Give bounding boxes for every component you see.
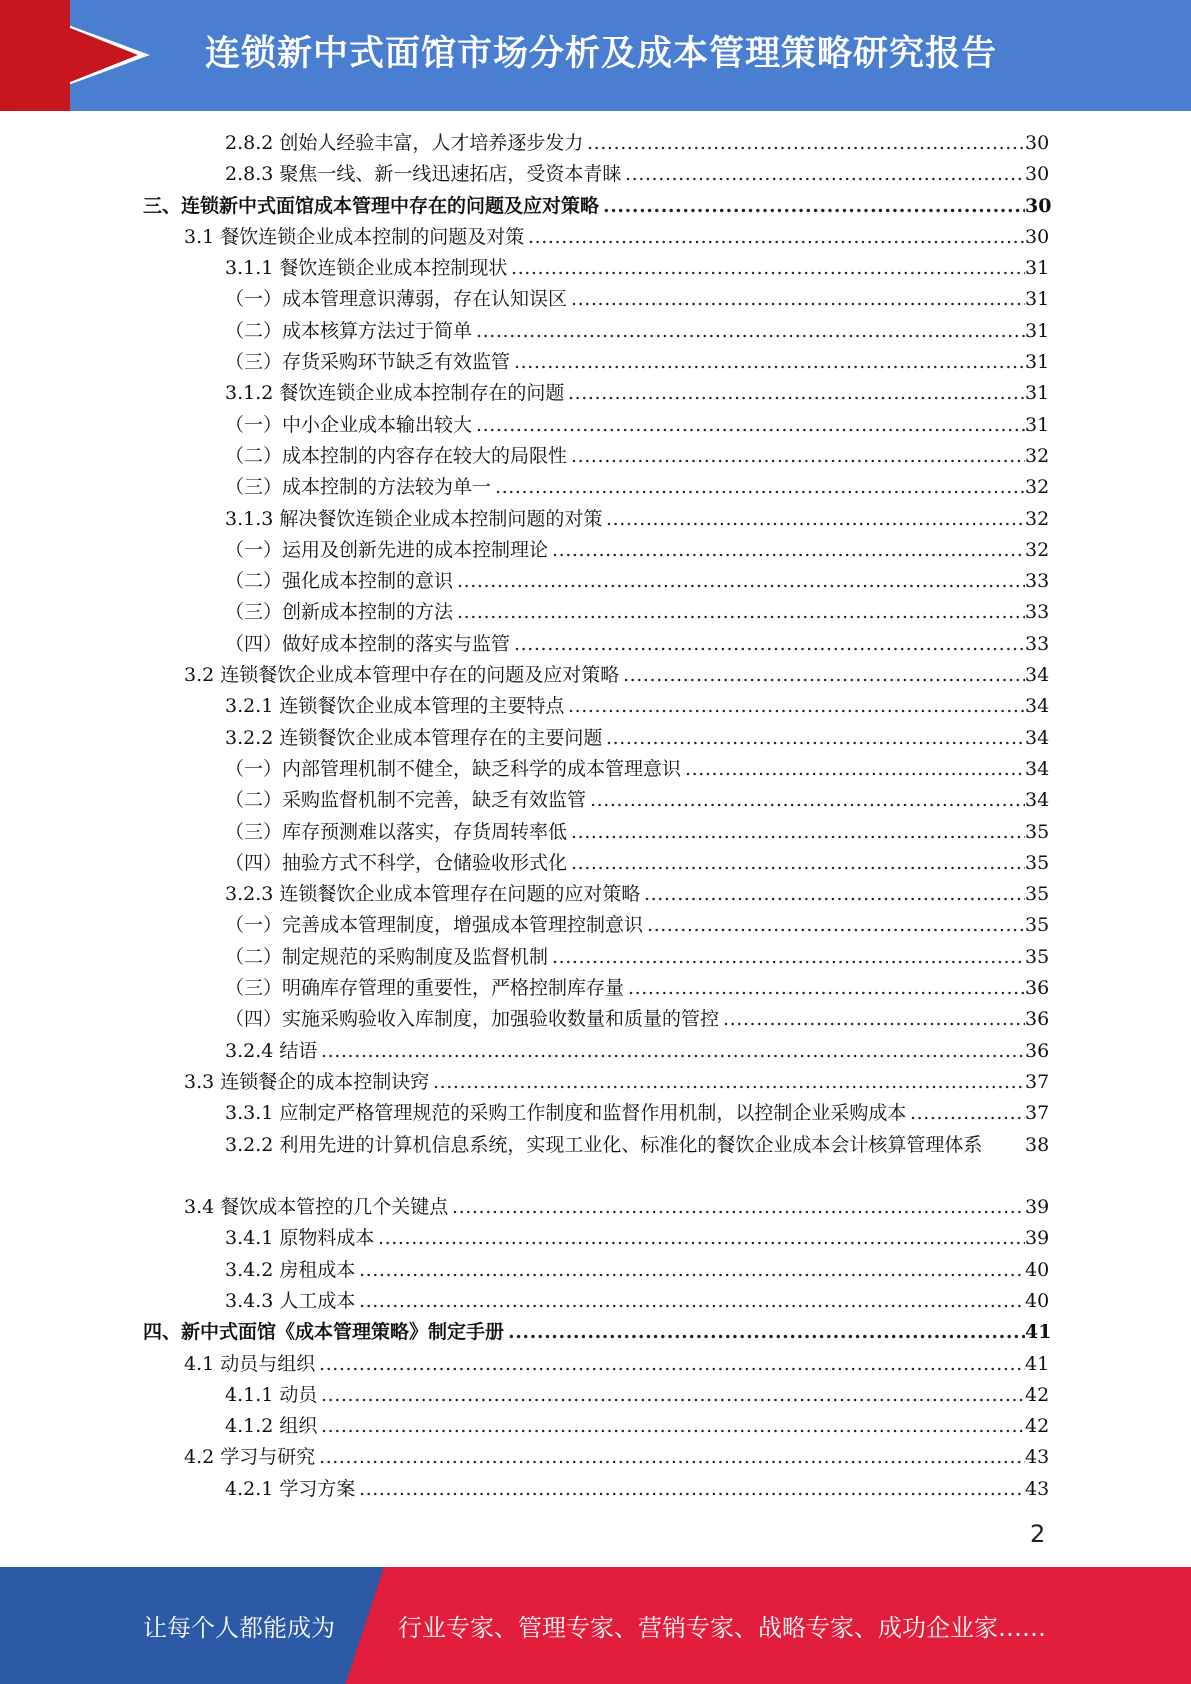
toc-entry[interactable] <box>0 1004 1191 1035</box>
toc-entry-page: 40 <box>1025 1258 1050 1281</box>
toc-entry[interactable] <box>0 378 1191 409</box>
toc-entry-page: 30 <box>1025 194 1052 217</box>
toc-entry[interactable] <box>0 441 1191 472</box>
toc-entry[interactable] <box>0 1130 1191 1193</box>
toc-leader-dots <box>910 1098 1025 1129</box>
toc-entry-page: 32 <box>1025 476 1050 499</box>
toc-entry-title: 3.2.1 连锁餐饮企业成本管理的主要特点 <box>225 695 565 718</box>
toc-entry-title: （一）内部管理机制不健全，缺乏科学的成本管理意识 <box>225 757 682 780</box>
toc-entry-page: 33 <box>1025 601 1050 624</box>
toc-entry-page: 30 <box>1025 163 1050 186</box>
toc-entry[interactable] <box>0 128 1191 159</box>
toc-entry[interactable] <box>0 253 1191 284</box>
toc-entry-page: 31 <box>1025 319 1050 342</box>
toc-leader-dots <box>378 1223 1025 1254</box>
toc-leader-dots <box>508 1317 1025 1348</box>
toc-entry-page: 30 <box>1025 225 1050 248</box>
toc-entry-page: 41 <box>1025 1352 1050 1375</box>
toc-entry-page: 31 <box>1025 382 1050 405</box>
toc-entry-title: 3.2.4 结语 <box>225 1039 318 1062</box>
toc-entry[interactable] <box>0 910 1191 941</box>
toc-entry-title: 4.2 学习与研究 <box>184 1446 316 1469</box>
toc-entry-title: （四）实施采购验收入库制度，加强验收数量和质量的管控 <box>225 1008 720 1031</box>
toc-leader-dots <box>452 1192 1025 1223</box>
toc-entry-title: （三）明确库存管理的重要性，严格控制库存量 <box>225 977 625 1000</box>
toc-entry[interactable] <box>0 410 1191 441</box>
toc-entry-title: 4.2.1 学习方案 <box>225 1477 356 1500</box>
toc-entry-title: （二）成本控制的内容存在较大的局限性 <box>225 444 568 467</box>
toc-entry-page: 34 <box>1025 695 1050 718</box>
toc-leader-dots <box>644 879 1025 910</box>
toc-leader-dots <box>321 1411 1025 1442</box>
toc-entry[interactable] <box>0 1036 1191 1067</box>
toc-entry-title: 4.1 动员与组织 <box>184 1352 316 1375</box>
toc-entry-page: 39 <box>1025 1196 1050 1219</box>
page-footer <box>0 1567 1191 1684</box>
toc-entry[interactable] <box>0 1317 1191 1348</box>
toc-entry-title: 3.3 连锁餐企的成本控制诀窍 <box>184 1070 430 1093</box>
toc-entry-title: 3.2.2 利用先进的计算机信息系统，实现工业化、标准化的餐饮企业成本会计核算管理体系 <box>225 1133 983 1156</box>
toc-entry-page: 36 <box>1025 1039 1050 1062</box>
toc-entry-title: 3.4.3 人工成本 <box>225 1289 356 1312</box>
toc-leader-dots <box>321 1036 1025 1067</box>
toc-entry-page: 43 <box>1025 1446 1050 1469</box>
toc-entry[interactable] <box>0 1349 1191 1380</box>
toc-leader-dots <box>571 284 1025 315</box>
toc-entry-page: 32 <box>1025 444 1050 467</box>
toc-entry-title: （一）完善成本管理制度，增强成本管理控制意识 <box>225 914 644 937</box>
toc-entry-page: 32 <box>1025 538 1050 561</box>
toc-leader-dots <box>528 222 1025 253</box>
toc-leader-dots <box>568 691 1025 722</box>
toc-entry[interactable] <box>0 1411 1191 1442</box>
toc-entry-page: 38 <box>1025 1133 1050 1156</box>
toc-entry[interactable] <box>0 284 1191 315</box>
toc-entry[interactable] <box>0 817 1191 848</box>
toc-entry-title: 2.8.2 创始人经验丰富，人才培养逐步发力 <box>225 132 584 154</box>
toc-entry-title: 3.4.2 房租成本 <box>225 1258 356 1281</box>
toc-leader-dots <box>359 1286 1025 1317</box>
toc-leader-dots <box>319 1349 1025 1380</box>
toc-entry-page: 42 <box>1025 1415 1050 1438</box>
toc-entry-title: （三）创新成本控制的方法 <box>225 601 454 624</box>
toc-entry-page: 35 <box>1025 820 1050 843</box>
toc-leader-dots <box>647 910 1025 941</box>
toc-entry[interactable] <box>0 597 1191 628</box>
toc-entry-page: 42 <box>1025 1383 1050 1406</box>
report-title: 连锁新中式面馆市场分析及成本管理策略研究报告 <box>205 34 998 74</box>
toc-entry-title: 4.1.2 组织 <box>225 1415 318 1438</box>
toc-entry-page: 34 <box>1025 789 1050 812</box>
header-arrow-red <box>0 0 138 110</box>
toc-entry[interactable] <box>0 1255 1191 1286</box>
toc-entry[interactable] <box>0 535 1191 566</box>
toc-entry-page: 33 <box>1025 570 1050 593</box>
toc-leader-dots <box>495 472 1025 503</box>
toc-leader-dots <box>590 785 1025 816</box>
toc-entry-title: （三）存货采购环节缺乏有效监管 <box>225 351 511 374</box>
toc-entry[interactable] <box>0 1067 1191 1098</box>
toc-entry[interactable] <box>0 629 1191 660</box>
toc-entry[interactable] <box>0 1380 1191 1411</box>
toc-leader-dots <box>457 566 1025 597</box>
toc-leader-dots <box>625 159 1025 190</box>
page-number: 2 <box>1030 1520 1046 1548</box>
toc-entry-page: 30 <box>1025 132 1050 154</box>
toc-entry[interactable] <box>0 1192 1191 1223</box>
toc-entry-title: （二）成本核算方法过于简单 <box>225 319 473 342</box>
toc-leader-dots <box>511 253 1025 284</box>
toc-entry-title: 3.1 餐饮连锁企业成本控制的问题及对策 <box>184 225 525 248</box>
toc-entry-page: 37 <box>1025 1070 1050 1093</box>
toc-entry-page: 34 <box>1025 726 1050 749</box>
toc-leader-dots <box>359 1474 1025 1505</box>
toc-entry-title: 3.1.2 餐饮连锁企业成本控制存在的问题 <box>225 382 565 405</box>
toc-leader-dots <box>603 191 1025 222</box>
toc-entry-title: （二）制定规范的采购制度及监督机制 <box>225 945 549 968</box>
toc-leader-dots <box>552 942 1025 973</box>
toc-entry-page: 35 <box>1025 945 1050 968</box>
toc-entry[interactable] <box>0 1223 1191 1254</box>
toc-leader-dots <box>433 1067 1025 1098</box>
toc-leader-dots <box>476 410 1025 441</box>
toc-leader-dots <box>628 973 1025 1004</box>
toc-entry-page: 35 <box>1025 851 1050 874</box>
toc-entry-title: 3.1.1 餐饮连锁企业成本控制现状 <box>225 257 508 280</box>
toc-entry-title: 3.3.1 应制定严格管理规范的采购工作制度和监督作用机制，以控制企业采购成本 <box>225 1102 907 1125</box>
toc-leader-dots <box>319 1442 1025 1473</box>
toc-leader-dots <box>514 629 1025 660</box>
toc-entry[interactable] <box>0 723 1191 754</box>
toc-entry-title: 三、连锁新中式面馆成本管理中存在的问题及应对策略 <box>143 194 600 217</box>
toc-entry-page: 31 <box>1025 351 1050 374</box>
toc-leader-dots <box>571 441 1025 472</box>
toc-entry-title: （三）库存预测难以落实，存货周转率低 <box>225 820 568 843</box>
toc-entry-title: （一）成本管理意识薄弱，存在认知误区 <box>225 288 568 311</box>
toc-leader-dots <box>571 848 1025 879</box>
toc-entry-title: （一）中小企业成本输出较大 <box>225 413 473 436</box>
toc-entry[interactable] <box>0 1474 1191 1505</box>
toc-entry-title: 2.8.3 聚焦一线、新一线迅速拓店，受资本青睐 <box>225 163 622 186</box>
toc-leader-dots <box>623 660 1025 691</box>
toc-entry-page: 33 <box>1025 632 1050 655</box>
toc-entry[interactable] <box>0 973 1191 1004</box>
toc-entry-title: 3.1.3 解决餐饮连锁企业成本控制问题的对策 <box>225 507 603 530</box>
toc-entry-title: 3.4 餐饮成本管控的几个关键点 <box>184 1196 449 1219</box>
footer-slogan-right: 行业专家、管理专家、营销专家、战略专家、成功企业家…… <box>398 1614 1046 1642</box>
toc-entry[interactable] <box>0 1286 1191 1317</box>
toc-entry-page: 41 <box>1025 1321 1052 1344</box>
toc-leader-dots <box>552 535 1025 566</box>
toc-leader-dots <box>359 1255 1025 1286</box>
toc-entry-title: （三）成本控制的方法较为单一 <box>225 476 492 499</box>
toc-entry[interactable] <box>0 754 1191 785</box>
toc-entry[interactable] <box>0 191 1191 222</box>
toc-entry[interactable] <box>0 316 1191 347</box>
toc-entry-title: （四）做好成本控制的落实与监管 <box>225 632 511 655</box>
toc-entry-title: 3.2.3 连锁餐饮企业成本管理存在问题的应对策略 <box>225 883 641 906</box>
toc-leader-dots <box>606 504 1025 535</box>
toc-entry-title: （一）运用及创新先进的成本控制理论 <box>225 538 549 561</box>
toc-entry[interactable] <box>0 942 1191 973</box>
toc-leader-dots <box>685 754 1025 785</box>
toc-entry-title: 3.2 连锁餐饮企业成本管理中存在的问题及应对策略 <box>184 664 620 687</box>
toc-entry-page: 31 <box>1025 257 1050 280</box>
toc-entry-title: （二）采购监督机制不完善，缺乏有效监管 <box>225 789 587 812</box>
toc-entry-page: 34 <box>1025 664 1050 687</box>
toc-entry-page: 43 <box>1025 1477 1050 1500</box>
toc-entry-page: 35 <box>1025 883 1050 906</box>
toc-entry-page: 31 <box>1025 288 1050 311</box>
toc-entry[interactable] <box>0 785 1191 816</box>
toc-entry[interactable] <box>0 472 1191 503</box>
toc-entry[interactable] <box>0 159 1191 190</box>
toc-entry-title: 3.2.2 连锁餐饮企业成本管理存在的主要问题 <box>225 726 603 749</box>
toc-leader-dots <box>568 378 1025 409</box>
toc-entry[interactable] <box>0 848 1191 879</box>
toc-entry-page: 36 <box>1025 1008 1050 1031</box>
toc-entry-title: （四）抽验方式不科学，仓储验收形式化 <box>225 851 568 874</box>
page-header <box>0 0 1191 111</box>
toc-entry[interactable] <box>0 1442 1191 1473</box>
toc-entry-page: 32 <box>1025 507 1050 530</box>
toc-entry-page: 31 <box>1025 413 1050 436</box>
footer-slogan-left: 让每个人都能成为 <box>143 1614 335 1642</box>
toc-entry[interactable] <box>0 347 1191 378</box>
toc-entry[interactable] <box>0 879 1191 910</box>
toc-entry-page: 36 <box>1025 977 1050 1000</box>
toc-entry[interactable] <box>0 660 1191 691</box>
toc-entry-title: （二）强化成本控制的意识 <box>225 570 454 593</box>
toc-entry[interactable] <box>0 1098 1191 1129</box>
toc-entry[interactable] <box>0 222 1191 253</box>
table-of-contents <box>0 128 1191 1505</box>
toc-entry-page: 39 <box>1025 1227 1050 1250</box>
toc-leader-dots <box>587 128 1025 159</box>
toc-entry[interactable] <box>0 691 1191 722</box>
toc-leader-dots <box>606 723 1025 754</box>
toc-entry-title: 3.4.1 原物料成本 <box>225 1227 375 1250</box>
toc-leader-dots <box>476 316 1025 347</box>
toc-leader-dots <box>571 817 1025 848</box>
toc-entry-page: 37 <box>1025 1102 1050 1125</box>
toc-leader-dots <box>457 597 1025 628</box>
toc-leader-dots <box>321 1380 1025 1411</box>
toc-entry[interactable] <box>0 504 1191 535</box>
toc-entry[interactable] <box>0 566 1191 597</box>
toc-entry-title: 四、新中式面馆《成本管理策略》制定手册 <box>143 1321 505 1344</box>
toc-entry-page: 40 <box>1025 1289 1050 1312</box>
toc-entry-page: 35 <box>1025 914 1050 937</box>
toc-leader-dots <box>723 1004 1025 1035</box>
toc-leader-dots <box>514 347 1025 378</box>
toc-entry-page: 34 <box>1025 757 1050 780</box>
toc-entry-title: 4.1.1 动员 <box>225 1383 318 1406</box>
